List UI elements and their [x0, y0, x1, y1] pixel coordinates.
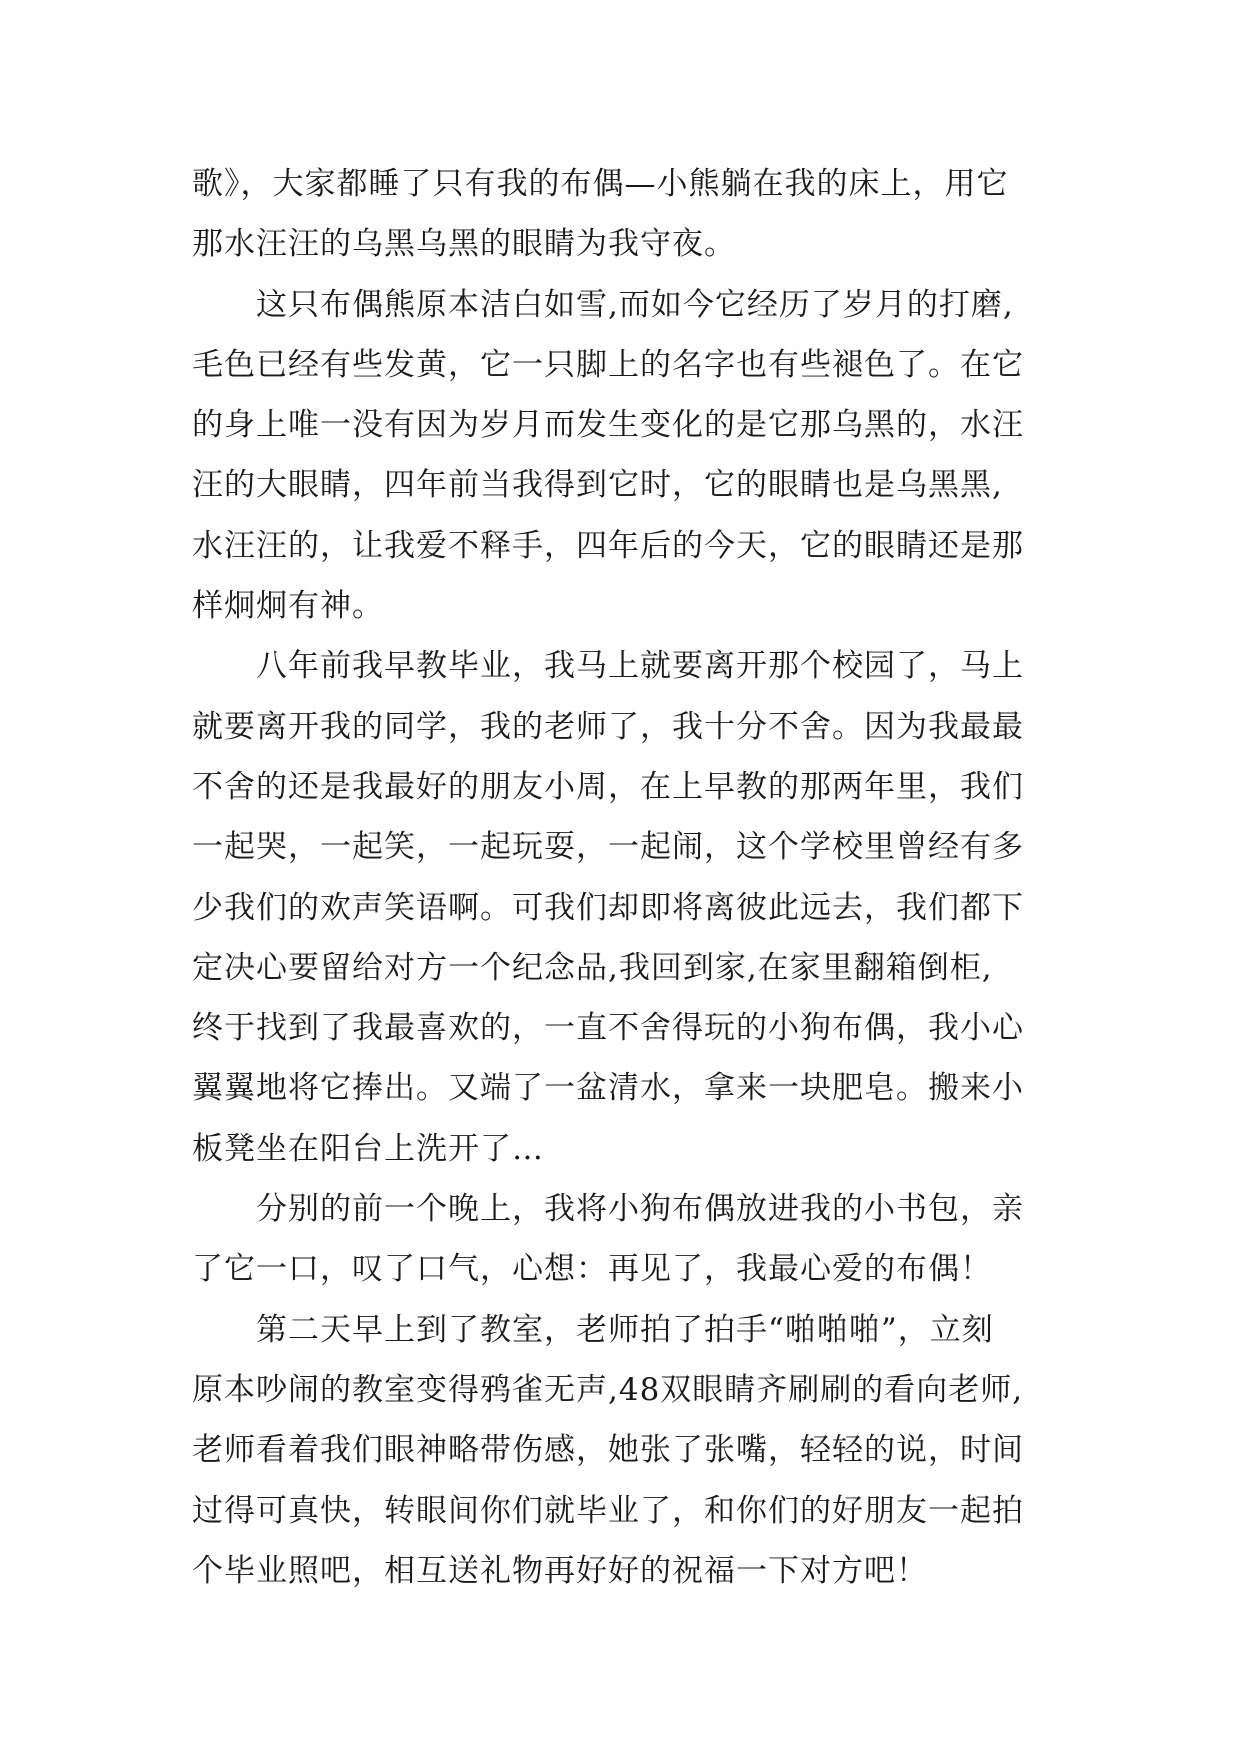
- text-line: 翼翼地将它捧出。又端了一盆清水，拿来一块肥皂。搬来小: [192, 1070, 1024, 1107]
- text-line: 就要离开我的同学，我的老师了，我十分不舍。因为我最最: [192, 708, 1024, 745]
- text-line: 样炯炯有神。: [192, 588, 384, 625]
- paragraph-2: [192, 275, 1092, 637]
- text-line: 那水汪汪的乌黑乌黑的眼睛为我守夜。: [192, 226, 736, 263]
- text-line: 终于找到了我最喜欢的，一直不舍得玩的小狗布偶，我小心: [192, 1010, 1024, 1047]
- text-line: 第二天早上到了教室，老师拍了拍手“啪啪啪”，立刻: [256, 1311, 994, 1348]
- text-line: 不舍的还是我最好的朋友小周，在上早教的那两年里，我们: [192, 768, 1024, 805]
- text-line: 毛色已经有些发黄，它一只脚上的名字也有些褪色了。在它: [192, 346, 1024, 383]
- text-line: 了它一口，叹了口气，心想：再见了，我最心爱的布偶！: [192, 1251, 992, 1288]
- paragraph-3: [192, 636, 1092, 1179]
- text-line: 水汪汪的，让我爱不释手，四年后的今天，它的眼睛还是那: [192, 527, 1024, 564]
- text-line: 一起哭，一起笑，一起玩耍，一起闹，这个学校里曾经有多: [192, 829, 1024, 866]
- document-body: [192, 154, 1092, 1601]
- text-line: 八年前我早教毕业，我马上就要离开那个校园了，马上: [256, 648, 1024, 685]
- text-line: 个毕业照吧，相互送礼物再好好的祝福一下对方吧！: [192, 1552, 928, 1589]
- paragraph-4: [192, 1179, 1092, 1300]
- text-line: 分别的前一个晚上，我将小狗布偶放进我的小书包，亲: [256, 1191, 1024, 1228]
- text-line: 歌》，大家都睡了只有我的布偶—小熊躺在我的床上，用它: [192, 166, 1009, 202]
- text-line: 板凳坐在阳台上洗开了…: [192, 1130, 544, 1167]
- paragraph-5: [192, 1300, 1092, 1601]
- text-line: 少我们的欢声笑语啊。可我们却即将离彼此远去，我们都下: [192, 889, 1024, 926]
- text-line: 的身上唯一没有因为岁月而发生变化的是它那乌黑的，水汪: [192, 407, 1024, 444]
- paragraph-1: [192, 154, 1092, 275]
- text-line: 定决心要留给对方一个纪念品,我回到家,在家里翻箱倒柜,: [192, 949, 993, 986]
- text-line: 这只布偶熊原本洁白如雪,而如今它经历了岁月的打磨,: [256, 286, 1014, 323]
- text-line: 老师看着我们眼神略带伤感，她张了张嘴，轻轻的说，时间: [192, 1432, 1024, 1469]
- text-line: 原本吵闹的教室变得鸦雀无声,48双眼睛齐刷刷的看向老师,: [192, 1371, 1024, 1408]
- text-line: 汪的大眼睛，四年前当我得到它时，它的眼睛也是乌黑黑,: [192, 467, 1003, 504]
- text-line: 过得可真快，转眼间你们就毕业了，和你们的好朋友一起拍: [192, 1492, 1024, 1529]
